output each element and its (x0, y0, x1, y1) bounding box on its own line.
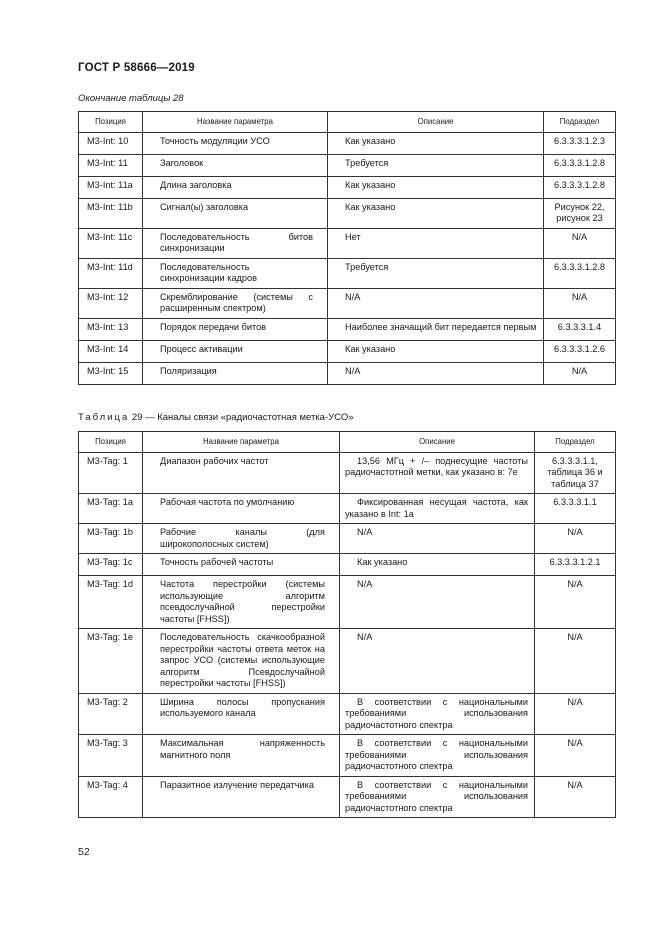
cell-position: M3-Int: 10 (79, 132, 143, 154)
cell-position: M3-Int: 11a (79, 176, 143, 198)
cell-description: В соответствии с национальными требованиями использования радиочастотного спектра (340, 735, 535, 777)
cell-parameter-name: Точность модуляции УСО (143, 132, 328, 154)
table-row (79, 452, 616, 494)
cell-description: Требуется (328, 154, 544, 176)
cell-parameter-name: Скремблирование (системы с расширенным спектром) (143, 288, 328, 318)
table-row (79, 228, 616, 258)
table-row (79, 554, 616, 576)
table-row (79, 735, 616, 777)
cell-parameter-name: Поляризация (143, 362, 328, 384)
cell-parameter-name: Точность рабочей частоты (143, 554, 340, 576)
cell-parameter-name: Последовательность скачкообразной перестройки частоты ответа меток на запрос УСО (системы использующие алгоритм Псевдослучайной перестройки частоты [FHSS]) (143, 629, 340, 694)
cell-description: N/A (340, 524, 535, 554)
cell-parameter-name: Длина заголовка (143, 176, 328, 198)
cell-description: N/A (328, 288, 544, 318)
column-header-parameter-name: Название параметра (143, 432, 340, 453)
column-header-description: Описание (328, 112, 544, 133)
cell-position: M3-Int: 12 (79, 288, 143, 318)
cell-description: N/A (328, 362, 544, 384)
column-header-position: Позиция (79, 112, 143, 133)
cell-parameter-name: Ширина полосы пропускания используемого канала (143, 693, 340, 735)
cell-position: M3-Int: 11d (79, 258, 143, 288)
cell-subsection: N/A (535, 524, 616, 554)
table-row (79, 176, 616, 198)
cell-position: M3-Int: 11 (79, 154, 143, 176)
table-29-caption (78, 412, 354, 423)
cell-subsection: N/A (535, 776, 616, 818)
column-header-subsection: Подраздел (535, 432, 616, 453)
cell-parameter-name: Процесс активации (143, 340, 328, 362)
cell-description: Нет (328, 228, 544, 258)
cell-parameter-name: Последовательность синхронизации кадров (143, 258, 328, 288)
cell-subsection: 6.3.3.3.1.1 (535, 494, 616, 524)
cell-subsection: Рисунок 22, рисунок 23 (544, 198, 616, 228)
table-row (79, 154, 616, 176)
column-header-parameter-name: Название параметра (143, 112, 328, 133)
cell-subsection: 6.3.3.3.1.1, таблица 36 и таблица 37 (535, 452, 616, 494)
table-row (79, 576, 616, 629)
cell-parameter-name: Последовательность битов синхронизации (143, 228, 328, 258)
cell-subsection: N/A (544, 228, 616, 258)
cell-parameter-name: Частота перестройки (системы использующие алгоритм псевдослучайной перестройки частоты [FHSS]) (143, 576, 340, 629)
cell-position: M3-Tag: 1d (79, 576, 143, 629)
cell-parameter-name: Паразитное излучение передатчика (143, 776, 340, 818)
cell-position: M3-Int: 13 (79, 318, 143, 340)
cell-position: M3-Tag: 1a (79, 494, 143, 524)
cell-position: M3-Tag: 1c (79, 554, 143, 576)
table-29-caption-title: 29 — Каналы связи «радиочастотная метка-УСО» (131, 412, 354, 423)
cell-subsection: N/A (535, 576, 616, 629)
table-header-row (79, 432, 616, 453)
cell-position: M3-Tag: 3 (79, 735, 143, 777)
cell-description: Как указано (340, 554, 535, 576)
table-row (79, 629, 616, 694)
cell-subsection: 6.3.3.3.1.2.6 (544, 340, 616, 362)
cell-position: M3-Tag: 1 (79, 452, 143, 494)
document-header: ГОСТ Р 58666—2019 (78, 62, 195, 74)
cell-parameter-name: Порядок передачи битов (143, 318, 328, 340)
table-29-caption-label: Таблица (78, 412, 130, 423)
cell-description: Как указано (328, 198, 544, 228)
column-header-description: Описание (340, 432, 535, 453)
table-row (79, 318, 616, 340)
cell-subsection: 6.3.3.3.1.2.8 (544, 258, 616, 288)
column-header-position: Позиция (79, 432, 143, 453)
table-header-row (79, 112, 616, 133)
cell-parameter-name: Диапазон рабочих частот (143, 452, 340, 494)
cell-description: Как указано (328, 340, 544, 362)
table-row (79, 494, 616, 524)
cell-description: 13,56 МГц + /– поднесущие частоты радиочастотной метки, как указано в: 7e (340, 452, 535, 494)
cell-subsection: N/A (535, 735, 616, 777)
cell-description: Требуется (328, 258, 544, 288)
cell-position: M3-Tag: 1b (79, 524, 143, 554)
table-row (79, 132, 616, 154)
cell-subsection: 6.3.3.3.1.4 (544, 318, 616, 340)
column-header-subsection: Подраздел (544, 112, 616, 133)
table-row (79, 288, 616, 318)
cell-parameter-name: Рабочая частота по умолчанию (143, 494, 340, 524)
cell-position: M3-Tag: 1e (79, 629, 143, 694)
cell-description: В соответствии с национальными требованиями использования радиочастотного спектра (340, 693, 535, 735)
cell-subsection: N/A (535, 629, 616, 694)
cell-position: M3-Int: 11b (79, 198, 143, 228)
cell-subsection: 6.3.3.3.1.2.1 (535, 554, 616, 576)
cell-description: N/A (340, 629, 535, 694)
cell-position: M3-Tag: 2 (79, 693, 143, 735)
cell-position: M3-Int: 14 (79, 340, 143, 362)
table-row (79, 258, 616, 288)
cell-position: M3-Int: 11c (79, 228, 143, 258)
cell-parameter-name: Рабочие каналы (для широкополосных систем) (143, 524, 340, 554)
table-row (79, 340, 616, 362)
cell-subsection: 6.3.3.3.1.2.3 (544, 132, 616, 154)
table-29 (78, 431, 616, 818)
table-28 (78, 111, 616, 385)
cell-description: Наиболее значащий бит передается первым (328, 318, 544, 340)
table-row (79, 776, 616, 818)
cell-parameter-name: Сигнал(ы) заголовка (143, 198, 328, 228)
cell-description: Фиксированная несущая частота, как указано в Int: 1a (340, 494, 535, 524)
table-row (79, 524, 616, 554)
table-28-caption: Окончание таблицы 28 (78, 93, 184, 104)
table-row (79, 198, 616, 228)
cell-position: M3-Int: 15 (79, 362, 143, 384)
cell-description: Как указано (328, 132, 544, 154)
table-row (79, 362, 616, 384)
cell-subsection: N/A (544, 288, 616, 318)
cell-description: Как указано (328, 176, 544, 198)
cell-subsection: N/A (535, 693, 616, 735)
cell-subsection: 6.3.3.3.1.2.8 (544, 154, 616, 176)
cell-subsection: N/A (544, 362, 616, 384)
cell-position: M3-Tag: 4 (79, 776, 143, 818)
cell-parameter-name: Максимальная напряженность магнитного поля (143, 735, 340, 777)
page-number: 52 (78, 846, 90, 858)
cell-description: N/A (340, 576, 535, 629)
table-row (79, 693, 616, 735)
cell-description: В соответствии с национальными требованиями использования радиочастотного спектра (340, 776, 535, 818)
cell-parameter-name: Заголовок (143, 154, 328, 176)
cell-subsection: 6.3.3.3.1.2.8 (544, 176, 616, 198)
